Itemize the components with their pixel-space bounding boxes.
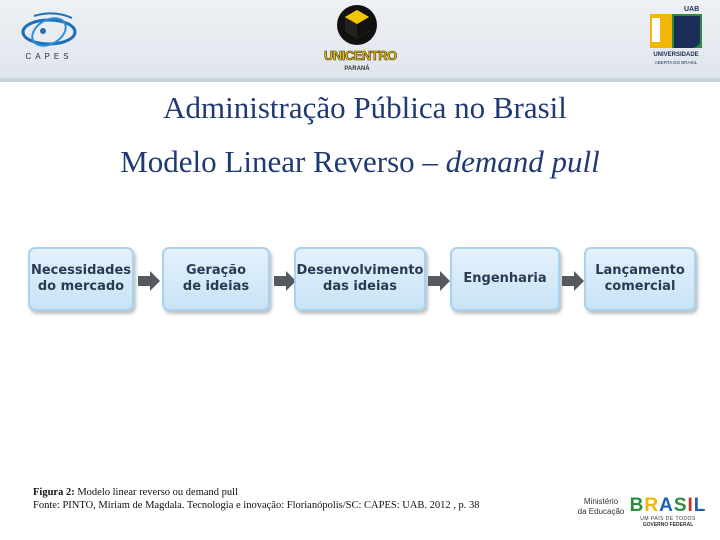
unicentro-label: UNICENTRO — [324, 48, 397, 63]
capes-emblem-icon — [14, 8, 84, 54]
page-title: Administração Pública no Brasil — [163, 90, 567, 125]
brasil-letter: L — [693, 495, 707, 516]
step-line1: Desenvolvimento — [296, 263, 424, 278]
unicentro-logo — [322, 4, 397, 78]
brasil-letter: R — [644, 495, 660, 516]
flow-arrow-icon — [574, 271, 584, 291]
step-box-desenvolvimento — [294, 247, 426, 311]
step-line1: Geração — [185, 263, 247, 278]
uab-logo — [644, 4, 708, 74]
mec-logo — [566, 496, 626, 524]
step-box-lancamento — [584, 247, 696, 311]
brasil-letter: B — [629, 495, 645, 516]
uab-sub: ABERTA DO BRASIL — [654, 60, 698, 65]
figure-text: Modelo linear reverso ou demand pull — [74, 487, 238, 498]
step-line2: de ideias — [182, 279, 250, 294]
uab-name: UNIVERSIDADE — [653, 52, 699, 58]
brasil-wordmark — [628, 495, 708, 517]
subtitle-italic: demand pull — [445, 144, 600, 179]
brasil-letter: A — [659, 495, 674, 516]
figure-label: Figura 2: — [33, 487, 75, 498]
brasil-letter: S — [673, 495, 688, 516]
step-box-geracao — [162, 247, 270, 311]
unicentro-emblem-icon — [322, 4, 392, 50]
flow-arrow-icon — [150, 271, 160, 291]
step-line2: do mercado — [37, 279, 125, 294]
step-line2: comercial — [604, 279, 676, 294]
capes-logo — [14, 8, 84, 70]
brasil-slogan: UM PAÍS DE TODOS — [640, 516, 696, 522]
brasil-letter: I — [687, 495, 694, 516]
step-line1: Lançamento — [595, 263, 685, 278]
step-line1: Engenharia — [463, 271, 547, 286]
capes-label: CAPES — [25, 52, 73, 61]
subtitle-plain: Modelo Linear Reverso – — [120, 144, 446, 179]
mec-line2: da Educação — [577, 507, 625, 516]
brasil-logo — [628, 495, 708, 527]
mec-line1: Ministério — [583, 497, 619, 506]
mec-label — [572, 497, 630, 517]
flow-diagram — [28, 247, 700, 319]
figure-source: Fonte: PINTO, Miriam de Magdala. Tecnologia e inovação: Florianópolis/SC: CAPES: UAB. 2012 , p. 38 — [33, 500, 480, 511]
flow-arrow-icon — [440, 271, 450, 291]
step-line1: Necessidades — [30, 263, 132, 278]
step-line2: das ideias — [323, 279, 397, 294]
figure-caption — [33, 486, 573, 512]
page-subtitle — [30, 144, 690, 180]
step-box-necessidades — [28, 247, 134, 311]
unicentro-sub: PARANÁ — [344, 66, 370, 72]
brasil-gov: GOVERNO FEDERAL — [642, 522, 694, 528]
uab-tag: UAB — [684, 6, 700, 13]
step-box-engenharia — [450, 247, 560, 311]
